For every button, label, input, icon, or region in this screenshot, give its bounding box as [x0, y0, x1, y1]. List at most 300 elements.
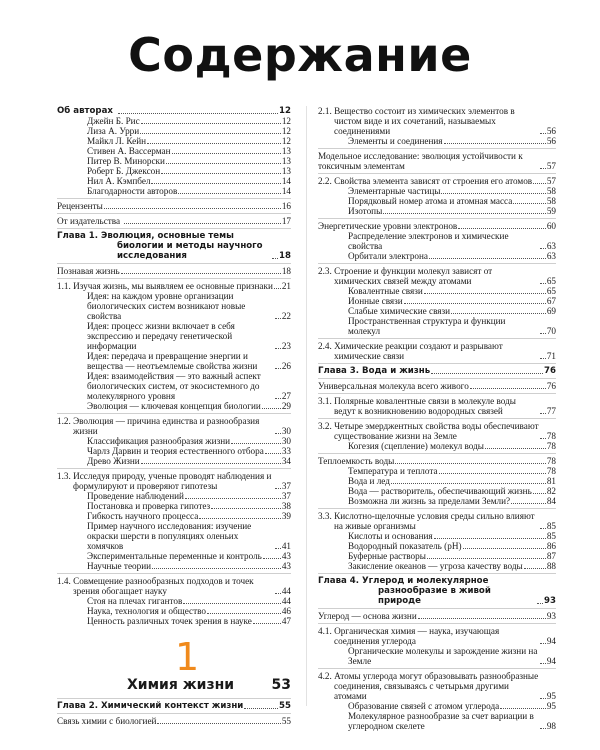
dot-leader — [211, 508, 281, 509]
entry-page-number: 69 — [546, 306, 556, 316]
entry-title: Когезия (сцепление) молекул воды — [348, 441, 484, 451]
part-title: Химия жизни — [127, 677, 235, 693]
dot-leader — [141, 123, 281, 124]
entry-page-number: 71 — [546, 351, 556, 361]
toc-entry[interactable] — [57, 186, 291, 196]
entry-title: Кислоты и основания — [348, 531, 433, 541]
toc-entry[interactable] — [57, 576, 291, 596]
entry-page-number: 14 — [281, 176, 291, 186]
toc-entry[interactable] — [318, 341, 556, 361]
entry-title: 2.2. Свойства элемента зависят от строения его атомов — [318, 176, 533, 186]
entry-title: Лиза А. Урри — [87, 126, 140, 136]
entry-title: Классификация разнообразия жизни — [87, 436, 231, 446]
dot-leader — [275, 348, 281, 349]
entry-page-number: 94 — [546, 656, 556, 666]
entry-title: Глава 2. Химический контекст жизни — [57, 701, 244, 711]
entry-page-number: 88 — [546, 561, 556, 571]
entry-title: Глава 4. Углерод и молекулярное разнообразие в живой природе — [318, 576, 491, 606]
entry-page-number: 17 — [281, 216, 291, 226]
toc-entry[interactable] — [318, 251, 556, 261]
entry-page-number: 86 — [546, 541, 556, 551]
toc-section — [318, 608, 556, 621]
toc-section — [57, 228, 291, 261]
column-divider — [306, 106, 307, 706]
dot-leader — [533, 493, 546, 494]
toc-entry[interactable] — [318, 486, 556, 496]
dot-leader — [391, 483, 546, 484]
toc-entry[interactable] — [318, 701, 556, 711]
toc-entry[interactable] — [57, 436, 291, 446]
entry-page-number: 27 — [281, 391, 291, 401]
toc-entry[interactable] — [57, 511, 291, 521]
dot-leader — [511, 503, 546, 504]
entry-page-number: 12 — [279, 106, 291, 116]
entry-page-number: 12 — [281, 116, 291, 126]
dot-leader — [124, 223, 281, 224]
toc-entry[interactable] — [57, 401, 291, 411]
entry-title: Идея: взаимодействия — это важный аспект биологических систем, от экосистемного до молекулярного уровня — [87, 371, 261, 401]
toc-section — [318, 418, 556, 451]
dot-leader — [418, 618, 546, 619]
dot-leader — [540, 413, 546, 414]
entry-title: Молекулярное разнообразие за счет вариации в углеродном скелете — [348, 711, 534, 731]
dot-leader — [424, 293, 546, 294]
toc-section — [57, 413, 291, 466]
entry-page-number: 37 — [281, 481, 291, 491]
toc-section — [318, 668, 556, 731]
entry-title: Изотопы — [348, 206, 383, 216]
toc-chapter-entry[interactable] — [57, 701, 291, 711]
toc-section — [318, 363, 556, 376]
dot-leader — [275, 433, 281, 434]
entry-page-number: 57 — [546, 176, 556, 186]
entry-title: Водородный показатель (pH) — [348, 541, 462, 551]
entry-page-number: 18 — [281, 266, 291, 276]
entry-title: Распределение электронов и химические свойства — [348, 231, 509, 251]
entry-title: Проведение наблюдений — [87, 491, 184, 501]
entry-page-number: 78 — [546, 441, 556, 451]
toc-section — [318, 378, 556, 391]
entry-page-number: 23 — [281, 341, 291, 351]
toc-section — [57, 713, 291, 726]
dot-leader — [141, 463, 281, 464]
dot-leader — [147, 143, 281, 144]
entry-page-number: 78 — [546, 456, 556, 466]
dot-leader — [533, 183, 546, 184]
toc-entry[interactable] — [318, 286, 556, 296]
dot-leader — [244, 708, 278, 709]
entry-title: Экспериментальные переменные и контроль — [87, 551, 262, 561]
dot-leader — [540, 663, 546, 664]
entry-title: Идея: процесс жизни включает в себя экспрессию и передачу генетической информации — [87, 321, 235, 351]
entry-title: 3.1. Полярные ковалентные связи в молекуле воды ведут к возникновению водородных связей — [318, 396, 516, 416]
toc-chapter-entry[interactable] — [57, 106, 291, 116]
toc-entry[interactable] — [318, 441, 556, 451]
entry-title: Питер В. Минорски — [87, 156, 165, 166]
entry-title: Модельное исследование: эволюция устойчивости к токсичным элементам — [318, 151, 523, 171]
entry-title: Образование связей с атомом углерода — [348, 701, 500, 711]
toc-entry[interactable] — [57, 281, 291, 291]
toc-entry[interactable] — [318, 136, 556, 146]
entry-page-number: 58 — [546, 186, 556, 196]
toc-entry[interactable] — [57, 321, 291, 351]
entry-title: Закисление океанов — угроза качеству воды — [348, 561, 523, 571]
dot-leader — [540, 358, 546, 359]
entry-title: Джейн Б. Рис — [87, 116, 140, 126]
part-number: 1 — [175, 635, 200, 679]
dot-leader — [199, 518, 281, 519]
entry-page-number: 21 — [281, 281, 291, 291]
toc-section — [318, 218, 556, 261]
entry-page-number: 43 — [281, 551, 291, 561]
toc-entry[interactable] — [57, 351, 291, 371]
entry-title: Чарлз Дарвин и теория естественного отбора — [87, 446, 264, 456]
toc-section — [318, 106, 556, 146]
entry-title: 3.2. Четыре эмерджентных свойства воды обеспечивают существование жизни на Земле — [318, 421, 539, 441]
entry-page-number: 60 — [546, 221, 556, 231]
entry-title: 4.1. Органическая химия — наука, изучающая соединения углерода — [318, 626, 500, 646]
toc-chapter-entry[interactable] — [318, 576, 556, 606]
toc-entry[interactable] — [57, 596, 291, 606]
entry-title: Связь химии с биологией — [57, 716, 157, 726]
toc-entry[interactable] — [57, 561, 291, 571]
entry-page-number: 78 — [546, 466, 556, 476]
toc-section — [318, 573, 556, 606]
entry-title: Гибкость научного процесса — [87, 511, 199, 521]
page-title: Содержание — [128, 28, 472, 82]
entry-title: Пример научного исследования: изучение окраски шерсти в популяциях оленьих хомячков — [87, 521, 252, 551]
toc-entry[interactable] — [57, 606, 291, 616]
entry-page-number: 63 — [546, 241, 556, 251]
entry-title: 1.1. Изучая жизнь, мы выявляем ее основные признаки — [57, 281, 273, 291]
toc-entry[interactable] — [57, 266, 291, 276]
dot-leader — [431, 373, 543, 374]
dot-leader — [463, 548, 546, 549]
entry-title: Стоя на плечах гигантов — [87, 596, 183, 606]
toc-entry[interactable] — [318, 106, 556, 136]
toc-entry[interactable] — [57, 216, 291, 226]
entry-page-number: 95 — [546, 701, 556, 711]
dot-leader — [485, 448, 546, 449]
toc-section — [318, 338, 556, 361]
entry-title: Нил А. Кэмпбел — [87, 176, 151, 186]
toc-entry[interactable] — [57, 136, 291, 146]
toc-chapter-entry[interactable] — [318, 366, 556, 376]
entry-title: Вода и лед — [348, 476, 390, 486]
dot-leader — [275, 398, 281, 399]
toc-entry[interactable] — [318, 531, 556, 541]
dot-leader — [537, 603, 543, 604]
entry-page-number: 87 — [546, 551, 556, 561]
toc-entry[interactable] — [57, 491, 291, 501]
entry-title: Ценность различных точек зрения в науке — [87, 616, 252, 626]
entry-title: Возможна ли жизнь за пределами Земли? — [348, 496, 511, 506]
entry-page-number: 55 — [279, 701, 291, 711]
toc-section — [57, 698, 291, 711]
toc-entry[interactable] — [57, 146, 291, 156]
entry-page-number: 58 — [546, 196, 556, 206]
toc-entry[interactable] — [318, 231, 556, 251]
part-heading[interactable] — [57, 635, 291, 696]
entry-page-number: 85 — [546, 521, 556, 531]
toc-entry[interactable] — [57, 416, 291, 436]
toc-section — [318, 393, 556, 416]
toc-section — [318, 508, 556, 571]
toc-entry[interactable] — [318, 496, 556, 506]
toc-section — [318, 173, 556, 216]
entry-page-number: 44 — [281, 596, 291, 606]
entry-page-number: 84 — [546, 496, 556, 506]
entry-title: Наука, технология и общество — [87, 606, 207, 616]
dot-leader — [451, 313, 546, 314]
toc-section — [318, 623, 556, 666]
entry-title: 1.2. Эволюция — причина единства и разнообразия жизни — [57, 416, 260, 436]
toc-entry[interactable] — [318, 561, 556, 571]
toc-entry[interactable] — [318, 266, 556, 286]
dot-leader — [265, 453, 281, 454]
entry-page-number: 14 — [281, 186, 291, 196]
entry-page-number: 16 — [281, 201, 291, 211]
part-page-number: 53 — [271, 677, 291, 693]
toc-entry[interactable] — [57, 471, 291, 491]
toc-section — [318, 453, 556, 506]
entry-page-number: 47 — [281, 616, 291, 626]
entry-page-number: 78 — [546, 431, 556, 441]
dot-leader — [524, 568, 546, 569]
dot-leader — [434, 538, 546, 539]
entry-page-number: 70 — [546, 326, 556, 336]
entry-title: Идея: передача и превращение энергии и вещества — неотъемлемые свойства жизни — [87, 351, 258, 371]
dot-leader — [441, 193, 545, 194]
entry-page-number: 98 — [546, 721, 556, 731]
dot-leader — [458, 228, 546, 229]
entry-page-number: 29 — [281, 401, 291, 411]
entry-page-number: 43 — [281, 561, 291, 571]
entry-page-number: 85 — [546, 531, 556, 541]
entry-page-number: 82 — [546, 486, 556, 496]
toc-section — [57, 278, 291, 411]
entry-page-number: 38 — [281, 501, 291, 511]
entry-page-number: 12 — [281, 136, 291, 146]
entry-title: 4.2. Атомы углерода могут образовывать разнообразные соединения, связываясь с четырьмя другими атомами — [318, 671, 539, 701]
entry-page-number: 65 — [546, 276, 556, 286]
entry-page-number: 67 — [546, 296, 556, 306]
toc-entry[interactable] — [57, 371, 291, 401]
toc-left-column — [57, 106, 291, 726]
toc-entry[interactable] — [318, 396, 556, 416]
toc-entry[interactable] — [57, 156, 291, 166]
entry-title: Постановка и проверка гипотез — [87, 501, 211, 511]
entry-title: 1.3. Исследуя природу, ученые проводят наблюдения и формулируют и проверяют гипотезы — [57, 471, 272, 491]
entry-page-number: 63 — [546, 251, 556, 261]
entry-page-number: 30 — [281, 426, 291, 436]
dot-leader — [274, 288, 281, 289]
entry-page-number: 57 — [546, 161, 556, 171]
entry-page-number: 12 — [281, 126, 291, 136]
toc-entry[interactable] — [57, 501, 291, 511]
dot-leader — [185, 498, 281, 499]
dot-leader — [513, 203, 546, 204]
entry-page-number: 44 — [281, 586, 291, 596]
entry-title: Ионные связи — [348, 296, 403, 306]
entry-page-number: 59 — [546, 206, 556, 216]
toc-entry[interactable] — [57, 126, 291, 136]
entry-page-number: 95 — [546, 691, 556, 701]
dot-leader — [540, 333, 546, 334]
entry-title: Научные теории — [87, 561, 152, 571]
entry-page-number: 56 — [546, 126, 556, 136]
toc-entry[interactable] — [318, 196, 556, 206]
entry-page-number: 37 — [281, 491, 291, 501]
dot-leader — [404, 303, 546, 304]
entry-page-number: 94 — [546, 636, 556, 646]
entry-page-number: 65 — [546, 286, 556, 296]
dot-leader — [500, 708, 546, 709]
dot-leader — [275, 318, 281, 319]
entry-title: 1.4. Совмещение разнообразных подходов и точек зрения обогащает науку — [57, 576, 254, 596]
dot-leader — [157, 723, 280, 724]
entry-title: Орбитали электрона — [348, 251, 428, 261]
toc-entry[interactable] — [57, 116, 291, 126]
toc-entry[interactable] — [318, 611, 556, 621]
toc-entry[interactable] — [318, 221, 556, 231]
toc-entry[interactable] — [318, 381, 556, 391]
entry-title: Элементы и соединения — [348, 136, 443, 146]
toc-section — [57, 213, 291, 226]
toc-section — [318, 148, 556, 171]
toc-entry[interactable] — [57, 456, 291, 466]
entry-title: Теплоемкость воды — [318, 456, 395, 466]
dot-leader — [231, 443, 281, 444]
toc-entry[interactable] — [318, 186, 556, 196]
toc-section — [57, 468, 291, 571]
toc-entry[interactable] — [57, 201, 291, 211]
dot-leader — [183, 603, 280, 604]
dot-leader — [540, 133, 546, 134]
toc-entry[interactable] — [57, 616, 291, 626]
dot-leader — [275, 593, 281, 594]
entry-title: Об авторах — [57, 106, 113, 116]
toc-entry[interactable] — [318, 646, 556, 666]
dot-leader — [540, 728, 546, 729]
toc-right-column — [318, 106, 556, 731]
entry-title: Эволюция — ключевая концепция биологии — [87, 401, 261, 411]
dot-leader — [161, 173, 281, 174]
dot-leader — [444, 143, 546, 144]
toc-entry[interactable] — [318, 456, 556, 466]
entry-title: Стивен А. Вассерман — [87, 146, 171, 156]
entry-page-number: 34 — [281, 456, 291, 466]
entry-title: Идея: на каждом уровне организации биологических систем возникают новые свойства — [87, 291, 246, 321]
entry-title: Элементарные частицы — [348, 186, 441, 196]
entry-title: Порядковый номер атома и атомная масса — [348, 196, 513, 206]
entry-page-number: 41 — [281, 541, 291, 551]
dot-leader — [439, 473, 546, 474]
dot-leader — [151, 183, 280, 184]
toc-section — [57, 198, 291, 211]
toc-entry[interactable] — [57, 166, 291, 176]
dot-leader — [121, 273, 281, 274]
toc-entry[interactable] — [57, 291, 291, 321]
entry-title: 2.1. Вещество состоит из химических элементов в чистом виде и их сочетаний, называемых соединениями — [318, 106, 515, 136]
toc-entry[interactable] — [318, 551, 556, 561]
toc-entry[interactable] — [57, 551, 291, 561]
toc-entry[interactable] — [318, 151, 556, 171]
toc-entry[interactable] — [318, 421, 556, 441]
dot-leader — [395, 463, 546, 464]
entry-title: 3.3. Кислотно-щелочные условия среды сильно влияют на живые организмы — [318, 511, 535, 531]
dot-leader — [540, 643, 546, 644]
entry-title: Слабые химические связи — [348, 306, 451, 316]
entry-page-number: 22 — [281, 311, 291, 321]
entry-page-number: 81 — [546, 476, 556, 486]
entry-title: Познавая жизнь — [57, 266, 120, 276]
toc-chapter-entry[interactable] — [57, 231, 291, 261]
entry-title: Температура и теплота — [348, 466, 438, 476]
dot-leader — [104, 208, 281, 209]
dot-leader — [427, 558, 546, 559]
toc-section — [57, 263, 291, 276]
entry-title: Майкл Л. Кейн — [87, 136, 147, 146]
dot-leader — [275, 488, 281, 489]
toc-entry[interactable] — [318, 541, 556, 551]
dot-leader — [253, 623, 281, 624]
entry-title: Энергетические уровни электронов — [318, 221, 458, 231]
toc-entry[interactable] — [318, 306, 556, 316]
toc-entry[interactable] — [318, 476, 556, 486]
toc-entry[interactable] — [57, 521, 291, 551]
toc-entry[interactable] — [57, 176, 291, 186]
toc-entry[interactable] — [318, 711, 556, 731]
dot-leader — [140, 133, 281, 134]
entry-title: Буферные растворы — [348, 551, 426, 561]
entry-title: Рецензенты — [57, 201, 103, 211]
toc-entry[interactable] — [57, 446, 291, 456]
entry-page-number: 93 — [546, 611, 556, 621]
entry-page-number: 33 — [281, 446, 291, 456]
toc-entry[interactable] — [318, 511, 556, 531]
toc-entry[interactable] — [318, 316, 556, 336]
entry-title: Глава 3. Вода и жизнь — [318, 366, 431, 376]
toc-section — [318, 263, 556, 336]
toc-entry[interactable] — [318, 296, 556, 306]
dot-leader — [272, 258, 278, 259]
entry-page-number: 26 — [281, 361, 291, 371]
entry-page-number: 77 — [546, 406, 556, 416]
entry-page-number: 30 — [281, 436, 291, 446]
entry-title: Древо Жизни — [87, 456, 140, 466]
toc-entry[interactable] — [318, 176, 556, 186]
dot-leader — [429, 258, 546, 259]
entry-page-number: 55 — [281, 716, 291, 726]
entry-title: Роберт Б. Джексон — [87, 166, 161, 176]
toc-entry[interactable] — [57, 716, 291, 726]
entry-title: Вода — растворитель, обеспечивающий жизнь — [348, 486, 532, 496]
dot-leader — [540, 168, 546, 169]
entry-page-number: 93 — [544, 596, 556, 606]
toc-entry[interactable] — [318, 626, 556, 646]
dot-leader — [178, 193, 281, 194]
entry-title: Органические молекулы и зарождение жизни на Земле — [348, 646, 538, 666]
dot-leader — [540, 528, 546, 529]
toc-entry[interactable] — [318, 466, 556, 476]
toc-entry[interactable] — [318, 206, 556, 216]
entry-title: Пространственная структура и функции молекул — [348, 316, 506, 336]
dot-leader — [207, 613, 281, 614]
dot-leader — [263, 558, 281, 559]
toc-entry[interactable] — [318, 671, 556, 701]
entry-title: От издательства — [57, 216, 121, 226]
